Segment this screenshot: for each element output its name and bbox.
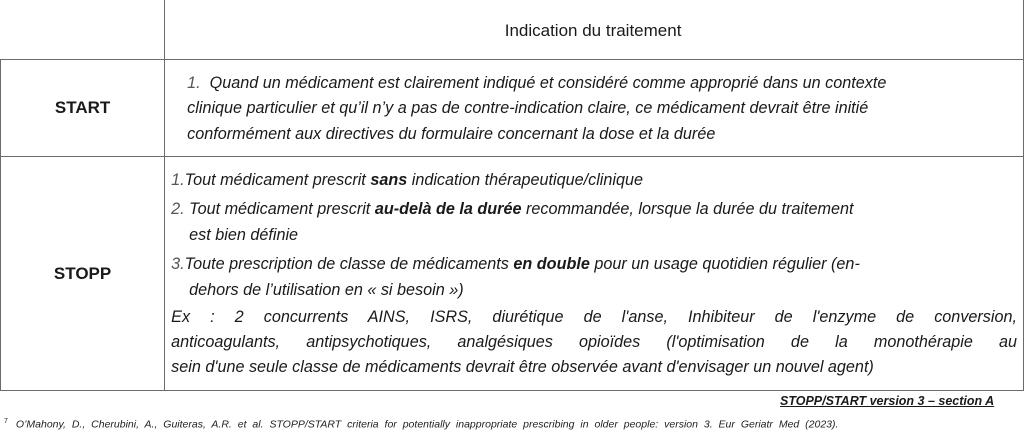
start-line-2: clinique particulier et qu’il n’y a pas de contre-indication claire, ce médicament devrait être initié — [187, 99, 869, 118]
start-line-3: conformément aux directives du formulaire concernant la dose et la durée — [187, 124, 716, 143]
source-label: STOPP/START version 3 – section A — [780, 394, 995, 408]
start-item-1 — [187, 71, 1017, 97]
stopp-item-1-text-after: indication thérapeutique/clinique — [407, 170, 644, 189]
table-header-cell — [165, 0, 1024, 60]
example-line-1: Ex : 2 concurrents AINS, ISRS, diurétique de l'anse, Inhibiteur de l'enzyme de conversion, — [171, 308, 1017, 327]
start-item-number: 1. — [187, 73, 201, 92]
start-content-cell — [165, 60, 1024, 157]
footnote-marker: 7 — [4, 418, 8, 425]
stopp-item-2-number: 2. — [171, 200, 185, 219]
footnote-text: O’Mahony, D., Cherubini, A., Guiteras, A.R. et al. STOPP/START criteria for potentially inappropriate prescribing in older people: version 3. Eur Geriatr Med (2023). — [15, 418, 839, 431]
start-label: START — [1, 60, 165, 157]
stopp-item-2-line-2: est bien définie — [189, 225, 299, 244]
stopp-label: STOPP — [1, 157, 165, 391]
header-row — [1, 0, 1024, 60]
example-line-3: sein d'une seule classe de médicaments devrait être observée avant d'envisager un nouvel agent) — [171, 358, 874, 377]
stopp-item-3-text-before: Toute prescription de classe de médicaments — [184, 255, 514, 274]
stopp-item-2-text-before: Tout médicament prescrit — [184, 200, 375, 219]
footnote — [4, 418, 1020, 431]
stopp-item-3 — [171, 252, 1017, 278]
stopp-item-3-bold: en double — [513, 255, 590, 274]
table-header-title: Indication du traitement — [504, 20, 682, 40]
start-row — [1, 60, 1024, 157]
stopp-item-3-text-after: pour un usage quotidien régulier (en- — [589, 255, 860, 274]
stopp-item-1-number: 1. — [171, 170, 185, 189]
stopp-item-3-number: 3. — [171, 255, 185, 274]
start-line-1: Quand un médicament est clairement indiqué et considéré comme approprié dans un contexte — [209, 73, 887, 92]
stopp-item-3-line-2: dehors de l’utilisation en « si besoin ») — [189, 280, 464, 299]
stopp-item-2-bold: au-delà de la durée — [374, 200, 522, 219]
stopp-row — [1, 157, 1024, 391]
empty-corner-cell — [1, 0, 165, 60]
stopp-example — [171, 305, 1017, 380]
stopp-item-1 — [171, 168, 1017, 194]
stopp-item-2-text-after: recommandée, lorsque la durée du traitement — [521, 200, 854, 219]
stopp-content-cell — [165, 157, 1024, 391]
example-line-2: anticoagulants, antipsychotiques, analgésiques opioïdes (l'optimisation de la monothérapie au — [171, 333, 1017, 352]
stopp-item-1-text-before: Tout médicament prescrit — [184, 170, 371, 189]
stopp-item-1-bold: sans — [370, 170, 408, 189]
stopp-item-2 — [171, 197, 1017, 223]
